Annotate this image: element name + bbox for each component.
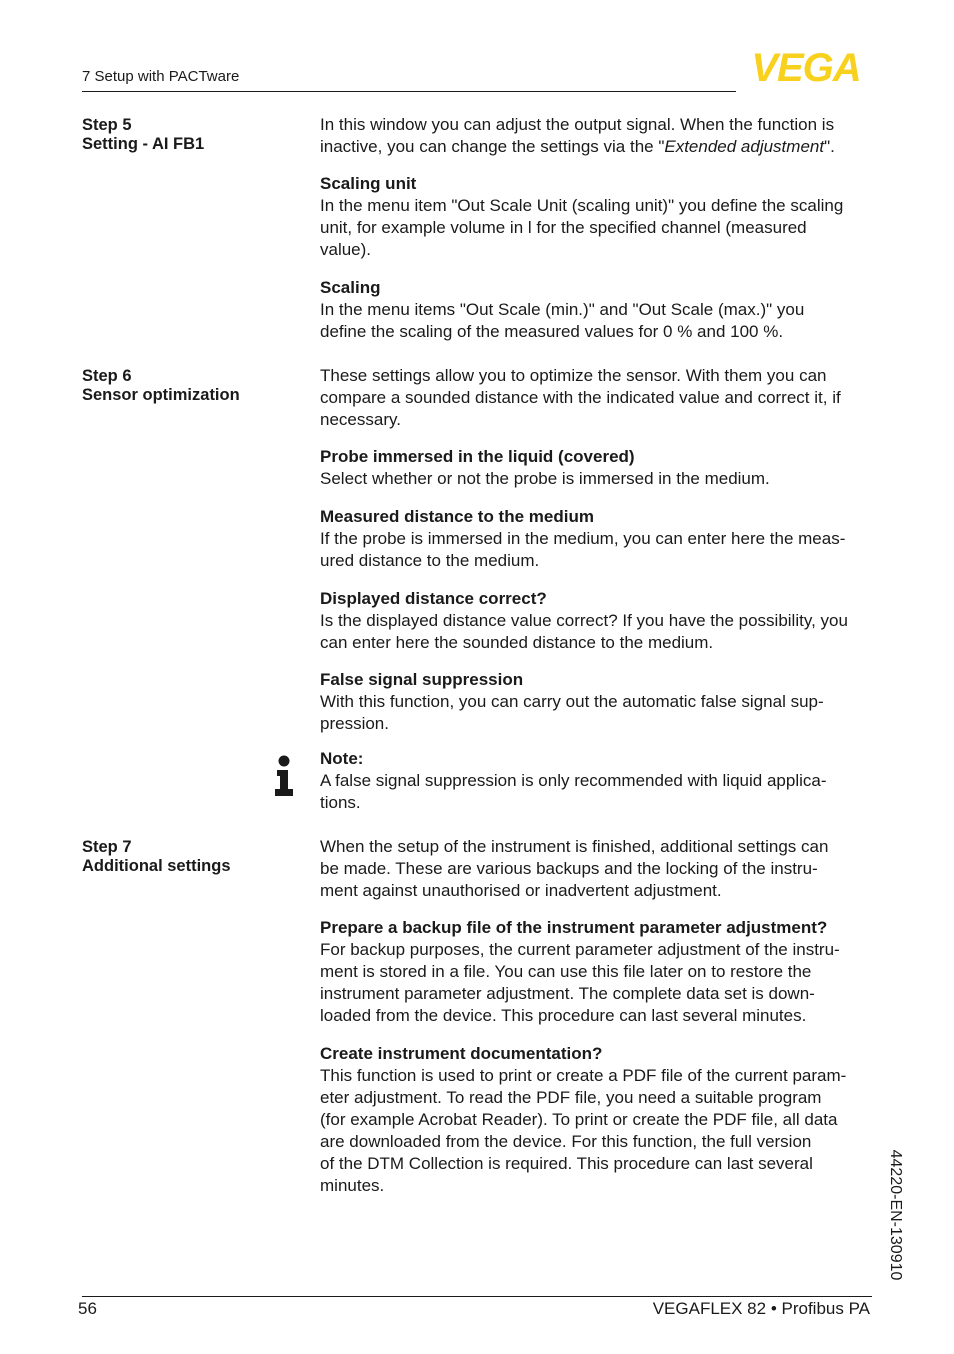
text-line: (for example Acrobat Reader). To print or create the PDF file, all data (320, 1110, 838, 1129)
text-line: necessary. (320, 410, 401, 429)
header-section-title: 7 Setup with PACTware (82, 68, 240, 85)
text-line: ment against unauthorised or inadvertent adjustment. (320, 881, 722, 900)
text-line: Select whether or not the probe is immersed in the medium. (320, 469, 770, 488)
text-line: minutes. (320, 1176, 385, 1195)
footer-divider (82, 1296, 872, 1297)
header-divider (82, 91, 736, 92)
footer-product-title: VEGAFLEX 82 • Profibus PA (652, 1299, 870, 1318)
step7-title: Additional settings (82, 857, 231, 875)
note-section (320, 748, 880, 814)
text-line: can enter here the sounded distance to the medium. (320, 633, 714, 652)
text-line: define the scaling of the measured values for 0 % and 100 %. (320, 322, 784, 341)
step7-label (82, 838, 231, 876)
measured-distance-section (320, 506, 880, 572)
info-icon (273, 755, 295, 797)
step7-intro (320, 836, 880, 902)
step6-title: Sensor optimization (82, 386, 240, 404)
text-line: With this function, you can carry out the automatic false signal sup- (320, 692, 824, 711)
text-span: inactive, you can change the settings via the " (320, 137, 665, 156)
step6-intro (320, 365, 880, 431)
logo-text: VEGA (751, 50, 861, 84)
text-line: compare a sounded distance with the indicated value and correct it, if (320, 388, 841, 407)
text-line: instrument parameter adjustment. The complete data set is down- (320, 984, 815, 1003)
text-line: Is the displayed distance value correct? If you have the possibility, you (320, 611, 848, 630)
false-signal-heading: False signal suppression (320, 670, 524, 689)
displayed-distance-heading: Displayed distance correct? (320, 589, 547, 608)
text-line: of the DTM Collection is required. This procedure can last several (320, 1154, 813, 1173)
step6-label (82, 367, 240, 405)
step5-number: Step 5 (82, 116, 132, 134)
displayed-distance-section (320, 588, 880, 654)
extended-adjustment-term: Extended adjustment (664, 137, 825, 156)
step5-intro (320, 114, 880, 158)
text-line: pression. (320, 714, 389, 733)
step7-number: Step 7 (82, 838, 132, 856)
scaling-unit-section (320, 173, 880, 261)
text-line: In the menu items "Out Scale (min.)" and "Out Scale (max.)" you (320, 300, 805, 319)
probe-immersed-section (320, 446, 880, 490)
scaling-section (320, 277, 880, 343)
text-line: If the probe is immersed in the medium, you can enter here the meas- (320, 529, 846, 548)
text-line: In this window you can adjust the output signal. When the function is (320, 115, 835, 134)
probe-immersed-heading: Probe immersed in the liquid (covered) (320, 447, 635, 466)
text-line: A false signal suppression is only recommended with liquid applica- (320, 771, 827, 790)
text-line: unit, for example volume in l for the specified channel (measured (320, 218, 807, 237)
scaling-unit-heading: Scaling unit (320, 174, 417, 193)
text-line: For backup purposes, the current parameter adjustment of the instru- (320, 940, 840, 959)
step6-number: Step 6 (82, 367, 132, 385)
text-line: These settings allow you to optimize the sensor. With them you can (320, 366, 827, 385)
text-line: When the setup of the instrument is finished, additional settings can (320, 837, 829, 856)
backup-heading: Prepare a backup file of the instrument parameter adjustment? (320, 918, 828, 937)
documentation-heading: Create instrument documentation? (320, 1044, 603, 1063)
text-line: loaded from the device. This procedure can last several minutes. (320, 1006, 807, 1025)
text-line: are downloaded from the device. For this function, the full version (320, 1132, 812, 1151)
text-line: be made. These are various backups and the locking of the instru- (320, 859, 818, 878)
text-span: ". (824, 137, 835, 156)
backup-section (320, 917, 880, 1027)
measured-distance-heading: Measured distance to the medium (320, 507, 594, 526)
documentation-section (320, 1043, 880, 1197)
text-line: tions. (320, 793, 361, 812)
text-line: This function is used to print or create a PDF file of the current param- (320, 1066, 847, 1085)
page-number: 56 (78, 1299, 97, 1318)
text-line: ured distance to the medium. (320, 551, 540, 570)
text-line: value). (320, 240, 372, 259)
step5-label (82, 116, 204, 154)
text-line: eter adjustment. To read the PDF file, you need a suitable program (320, 1088, 822, 1107)
vega-logo (741, 50, 871, 84)
scaling-heading: Scaling (320, 278, 381, 297)
note-heading: Note: (320, 749, 364, 768)
text-line: In the menu item "Out Scale Unit (scaling unit)" you define the scaling (320, 196, 844, 215)
false-signal-section (320, 669, 880, 735)
text-line: ment is stored in a file. You can use this file later on to restore the (320, 962, 812, 981)
text-line (320, 136, 880, 158)
document-number (884, 1140, 906, 1290)
step5-title: Setting - AI FB1 (82, 135, 205, 153)
document-number-text: 44220-EN-130910 (887, 1149, 904, 1281)
